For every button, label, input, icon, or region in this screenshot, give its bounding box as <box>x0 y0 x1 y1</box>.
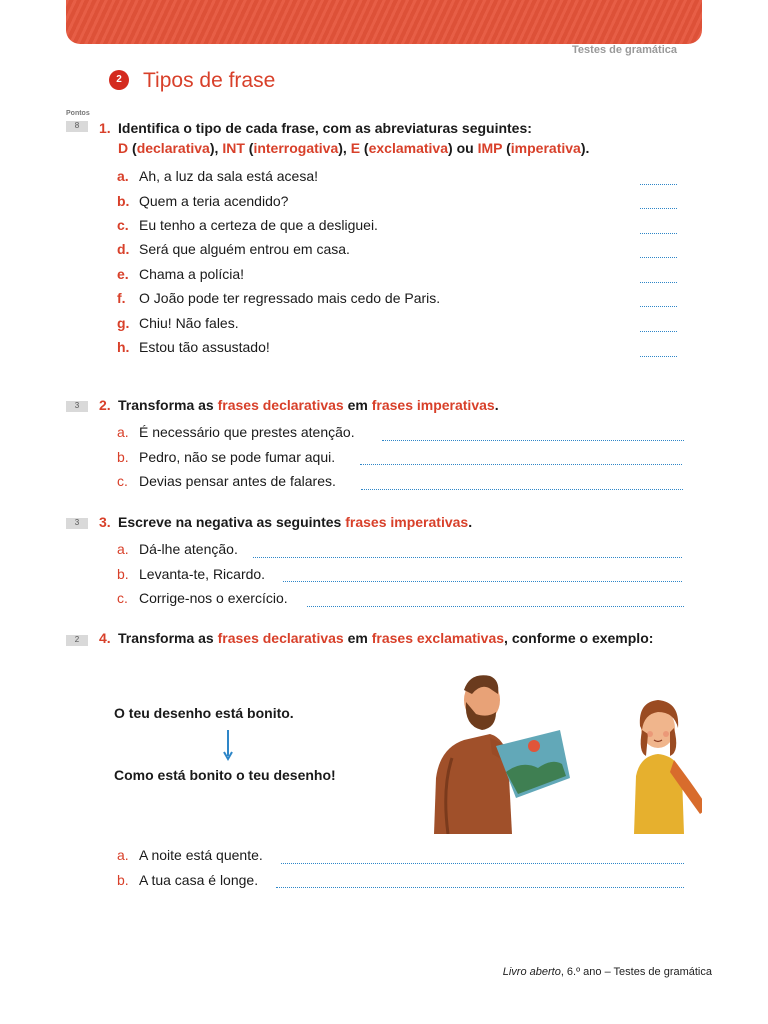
q1-legend: D (declarativa), INT (interrogativa), E (exclamativa) ou IMP (imperativa). <box>118 140 590 156</box>
abbr-imp-word: imperativa <box>510 140 581 156</box>
q2-answer-b[interactable] <box>360 463 682 465</box>
q3-points: 3 <box>66 518 88 529</box>
q2-item-c: c. Devias pensar antes de falares. <box>117 473 336 489</box>
q1-item-b: b. Quem a teria acendido? <box>117 193 289 209</box>
footer <box>503 966 712 978</box>
legend-or: ou <box>456 140 474 156</box>
q1-answer-f[interactable] <box>640 305 677 307</box>
example-sentence: O teu desenho está bonito. <box>114 705 294 721</box>
q1-number: 1. <box>99 120 111 136</box>
abbr-imp: IMP <box>477 140 503 156</box>
q1-answer-a[interactable] <box>640 183 677 185</box>
abbr-int-word: interrogativa <box>253 140 339 156</box>
example-answer: Como está bonito o teu desenho! <box>114 767 336 783</box>
q1-item-a: a. Ah, a luz da sala está acesa! <box>117 168 318 184</box>
q1-item-c: c. Eu tenho a certeza de que a desliguei. <box>117 217 378 233</box>
q4-answer-b[interactable] <box>276 886 684 888</box>
points-label: Pontos <box>66 110 90 117</box>
abbr-e-word: exclamativa <box>368 140 449 156</box>
q4-number: 4. <box>99 630 111 646</box>
footer-rest: , 6.º ano – Testes de gramática <box>560 966 712 978</box>
footer-book-title: Livro aberto <box>502 966 561 978</box>
arrow-down-icon <box>222 730 234 762</box>
man-and-girl-illustration <box>412 668 702 834</box>
q1-item-e: e. Chama a polícia! <box>117 266 245 282</box>
q2-prompt: Transforma as frases declarativas em frases imperativas. <box>118 397 499 413</box>
abbr-d: D <box>118 140 129 156</box>
q1-answer-g[interactable] <box>640 330 677 332</box>
q4-item-b: b. A tua casa é longe. <box>117 872 259 888</box>
header-label: Testes de gramática <box>572 44 677 56</box>
section-title: Tipos de frase <box>143 69 276 92</box>
q1-prompt: Identifica o tipo de cada frase, com as abreviaturas seguintes: <box>118 120 532 136</box>
q1-item-g: g. Chiu! Não fales. <box>117 315 239 331</box>
q4-item-a: a. A noite está quente. <box>117 847 263 863</box>
q2-number: 2. <box>99 397 111 413</box>
q4-prompt: Transforma as frases declarativas em frases exclamativas, conforme o exemplo: <box>118 630 654 646</box>
q1-answer-d[interactable] <box>640 256 677 258</box>
q1-item-f: f. O João pode ter regressado mais cedo de Paris. <box>117 290 441 306</box>
q2-answer-c[interactable] <box>361 488 683 490</box>
q3-item-c: c. Corrige-nos o exercício. <box>117 590 288 606</box>
q1-answer-b[interactable] <box>640 207 677 209</box>
abbr-d-word: declarativa <box>136 140 210 156</box>
q3-item-a: a. Dá-lhe atenção. <box>117 541 238 557</box>
q3-number: 3. <box>99 514 111 530</box>
abbr-int: INT <box>222 140 245 156</box>
q1-answer-h[interactable] <box>640 355 677 357</box>
q3-answer-c[interactable] <box>307 605 684 607</box>
q2-item-b: b. Pedro, não se pode fumar aqui. <box>117 449 336 465</box>
q1-item-d: d. Será que alguém entrou em casa. <box>117 241 350 257</box>
q3-answer-a[interactable] <box>253 556 682 558</box>
q1-points: 8 <box>66 121 88 132</box>
q3-prompt: Escreve na negativa as seguintes frases imperativas. <box>118 514 473 530</box>
header-banner <box>66 0 702 44</box>
section-number-badge: 2 <box>109 70 129 90</box>
q1-answer-e[interactable] <box>640 281 677 283</box>
q2-points: 3 <box>66 401 88 412</box>
q3-item-b: b. Levanta-te, Ricardo. <box>117 566 266 582</box>
q3-answer-b[interactable] <box>283 580 682 582</box>
banner-texture <box>66 0 702 44</box>
q4-points: 2 <box>66 635 88 646</box>
q2-item-a: a. É necessário que prestes atenção. <box>117 424 355 440</box>
q1-item-h: h. Estou tão assustado! <box>117 339 270 355</box>
q4-answer-a[interactable] <box>281 862 684 864</box>
q1-answer-c[interactable] <box>640 232 677 234</box>
abbr-e: E <box>350 140 361 156</box>
q2-answer-a[interactable] <box>382 439 684 441</box>
